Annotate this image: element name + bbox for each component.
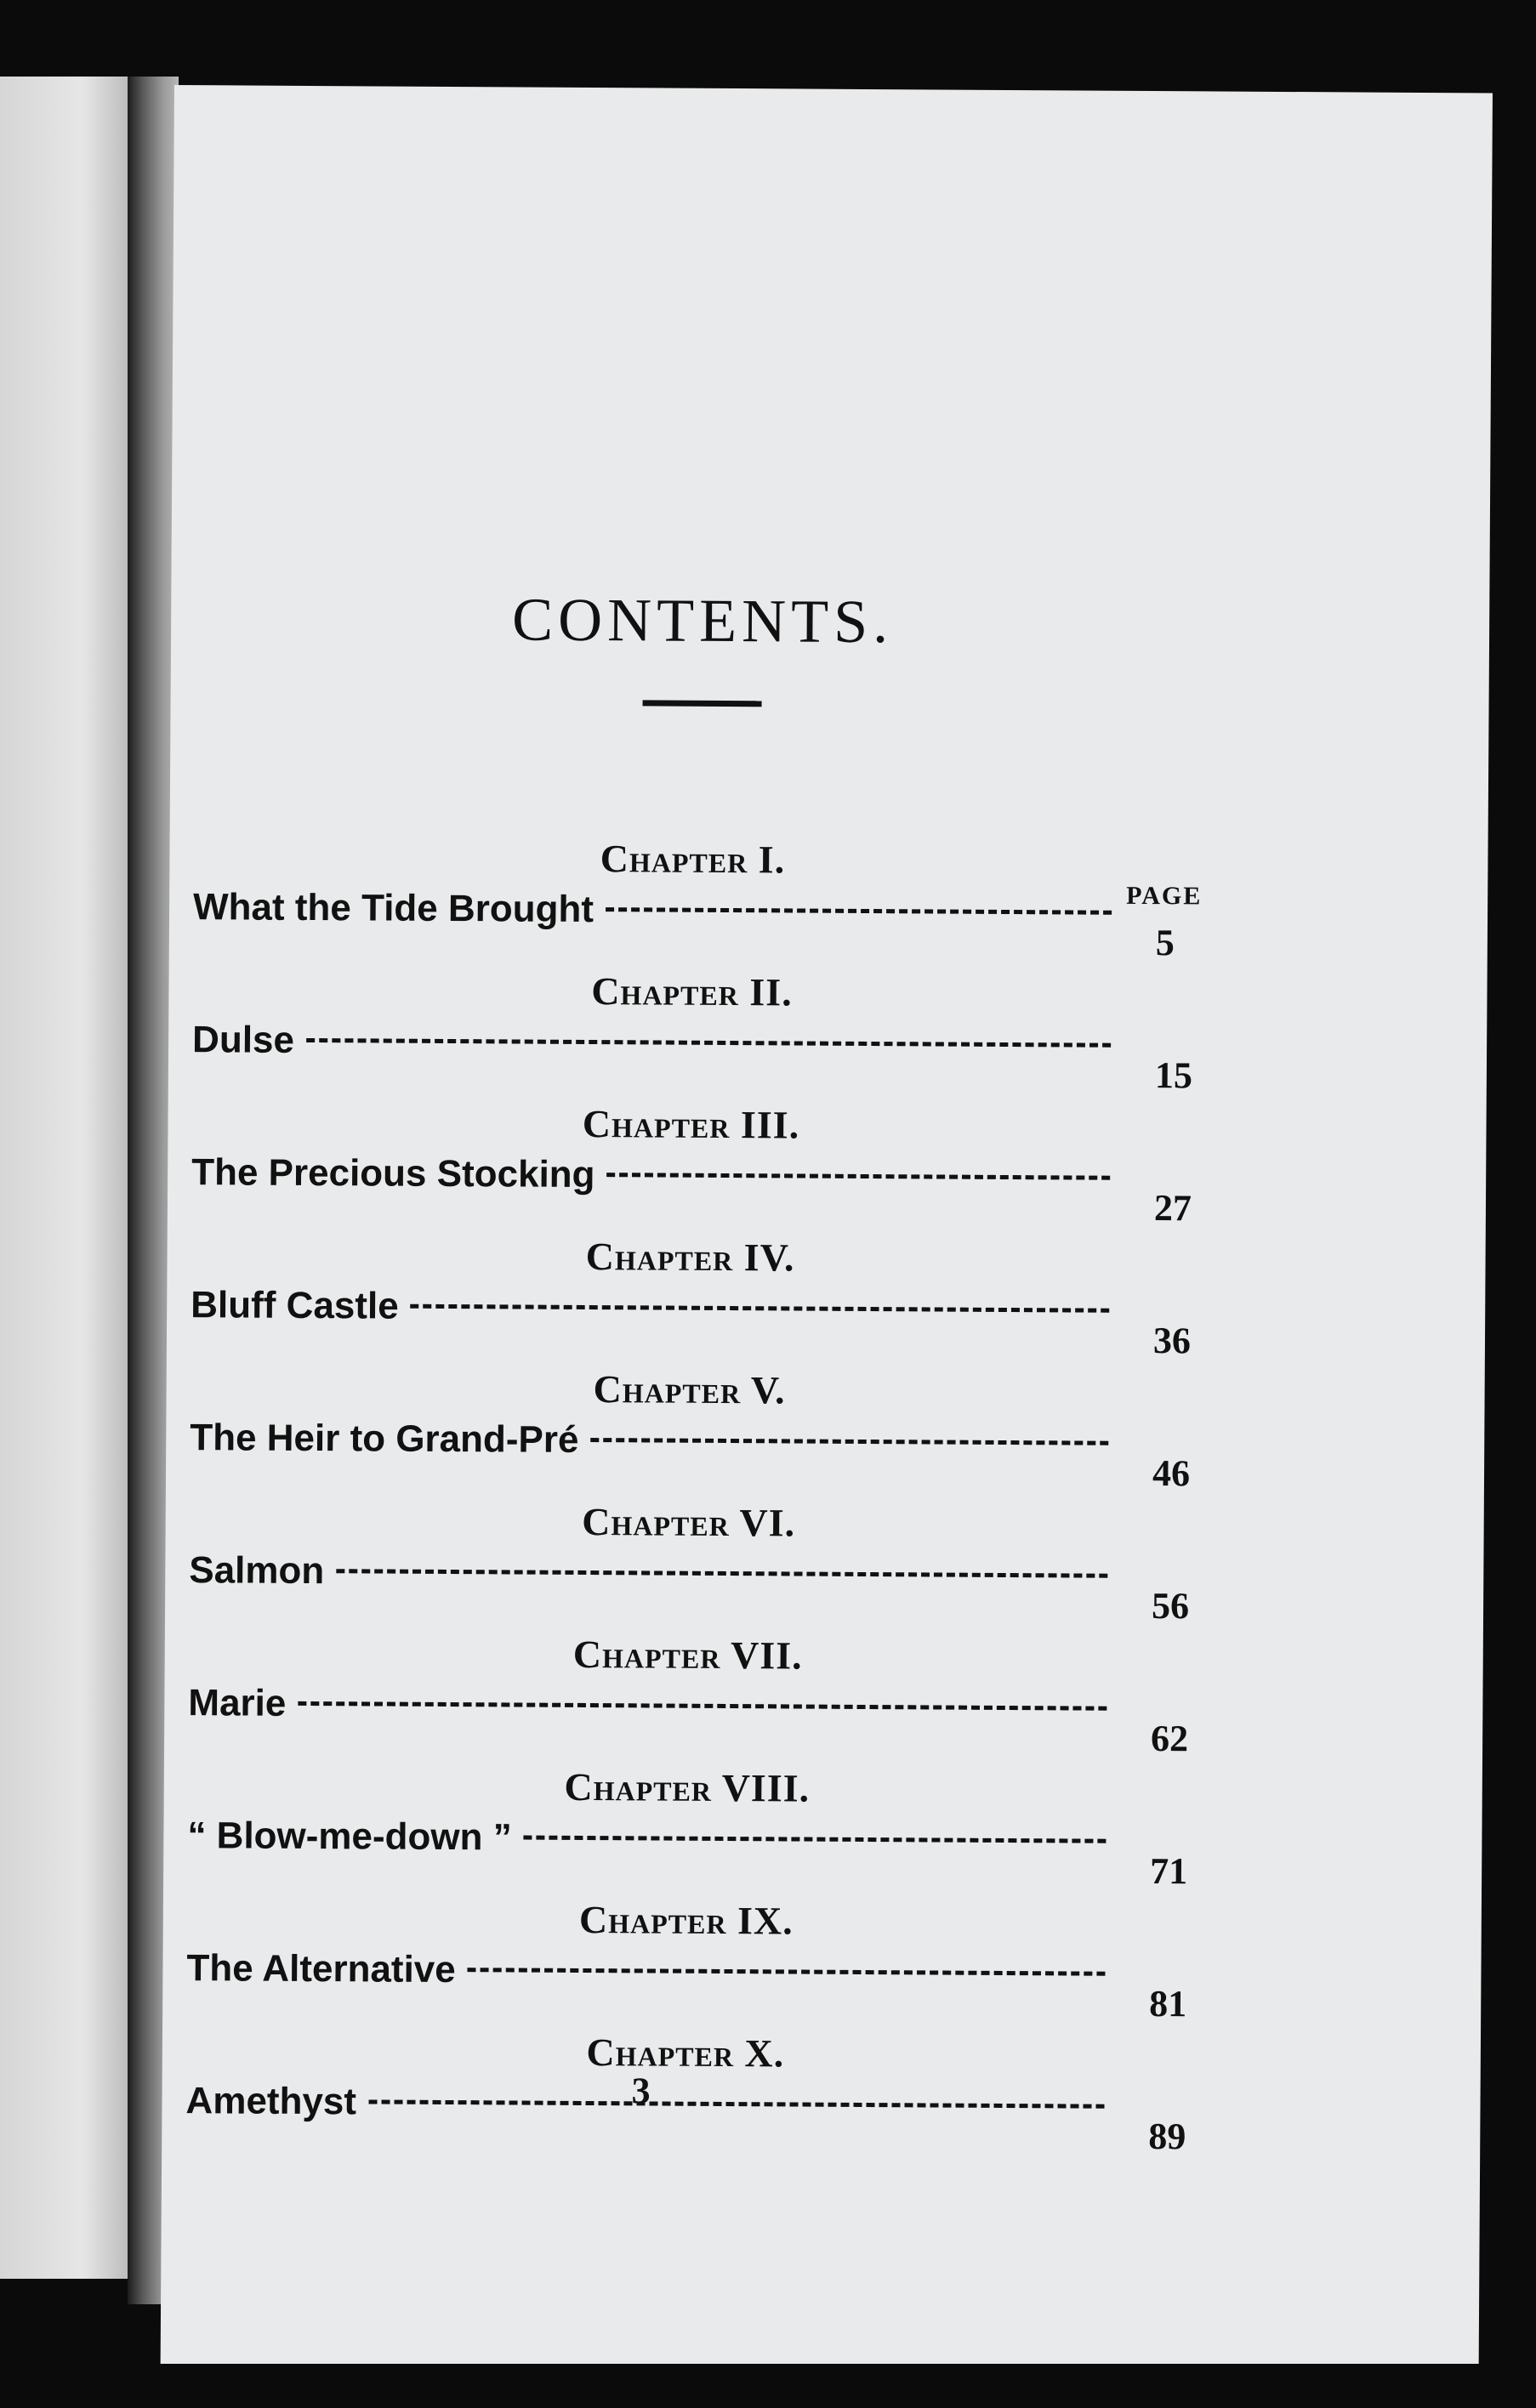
chapter-title: What the Tide Brought (192, 886, 594, 931)
chapter-heading: Chapter VIII. (564, 1764, 811, 1810)
chapter-page-number: 27 (1153, 1187, 1192, 1230)
chapter-heading: Chapter IV. (585, 1234, 795, 1280)
chapter-entry (190, 1417, 1108, 1465)
dot-leader (590, 1438, 1108, 1445)
chapter-page-number: 56 (1151, 1585, 1190, 1627)
title-rule (643, 700, 762, 707)
chapter-entry (193, 886, 1112, 934)
chapter-entry (191, 1151, 1110, 1200)
toc-entry (163, 1762, 1482, 1902)
dot-leader (298, 1701, 1106, 1711)
dot-leader (607, 1173, 1111, 1180)
chapter-page-number: 71 (1150, 1850, 1188, 1893)
chapter-title: Dulse (191, 1019, 295, 1061)
chapter-entry (191, 1284, 1109, 1332)
scan-border (0, 2364, 1536, 2408)
contents-page (161, 85, 1493, 2371)
chapter-title: Marie (188, 1682, 287, 1724)
chapter-title: The Heir to Grand-Pré (190, 1417, 579, 1461)
chapter-heading: Chapter IX. (578, 1897, 794, 1943)
chapter-heading: Chapter VI. (582, 1499, 796, 1545)
toc-entry (168, 1099, 1487, 1239)
chapter-entry (187, 1815, 1106, 1863)
toc-entry (162, 2027, 1481, 2167)
chapter-page-number: 81 (1149, 1983, 1187, 2025)
table-of-contents (162, 833, 1488, 2167)
dot-leader (306, 1038, 1111, 1048)
chapter-heading: Chapter II. (591, 969, 793, 1014)
chapter-title: “ Blow-me-down ” (187, 1815, 512, 1859)
chapter-entry (188, 1682, 1106, 1730)
toc-entry (165, 1496, 1484, 1637)
dot-leader (368, 2099, 1105, 2108)
chapter-heading: Chapter III. (582, 1101, 800, 1147)
chapter-heading: Chapter I. (600, 837, 786, 882)
toc-entry (167, 1231, 1486, 1372)
dot-leader (336, 1569, 1107, 1578)
chapter-page-number: 89 (1148, 2116, 1186, 2158)
page-column-label: PAGE (1126, 881, 1203, 911)
toc-entry (164, 1629, 1483, 1769)
chapter-title: Bluff Castle (191, 1284, 399, 1327)
dot-leader (468, 1968, 1106, 1976)
toc-entry (169, 833, 1488, 974)
chapter-heading: Chapter V. (593, 1367, 786, 1412)
dot-leader (524, 1836, 1106, 1843)
chapter-entry (192, 1019, 1111, 1067)
chapter-entry (186, 1947, 1105, 1996)
toc-entry (166, 1364, 1485, 1504)
dot-leader (411, 1304, 1110, 1313)
dot-leader (606, 907, 1112, 915)
chapter-page-number: 46 (1152, 1452, 1191, 1495)
chapter-heading: Chapter X. (586, 2030, 785, 2076)
facing-page-edge (0, 77, 128, 2279)
chapter-page-number: 62 (1150, 1718, 1189, 1760)
chapter-page-number: 36 (1152, 1320, 1192, 1362)
chapter-entry (189, 1549, 1107, 1598)
toc-entry (162, 1894, 1482, 2035)
chapter-title: The Alternative (186, 1947, 456, 1991)
chapter-title: Amethyst (185, 2080, 357, 2123)
chapter-heading: Chapter VII. (572, 1632, 803, 1678)
chapter-page-number: 5 (1155, 922, 1175, 964)
toc-entry (168, 966, 1488, 1106)
page-folio: 3 (631, 2070, 651, 2112)
chapter-page-number: 15 (1154, 1054, 1193, 1097)
chapter-title: The Precious Stocking (191, 1151, 595, 1196)
chapter-title: Salmon (189, 1549, 325, 1593)
page-title: CONTENTS. (511, 585, 894, 656)
